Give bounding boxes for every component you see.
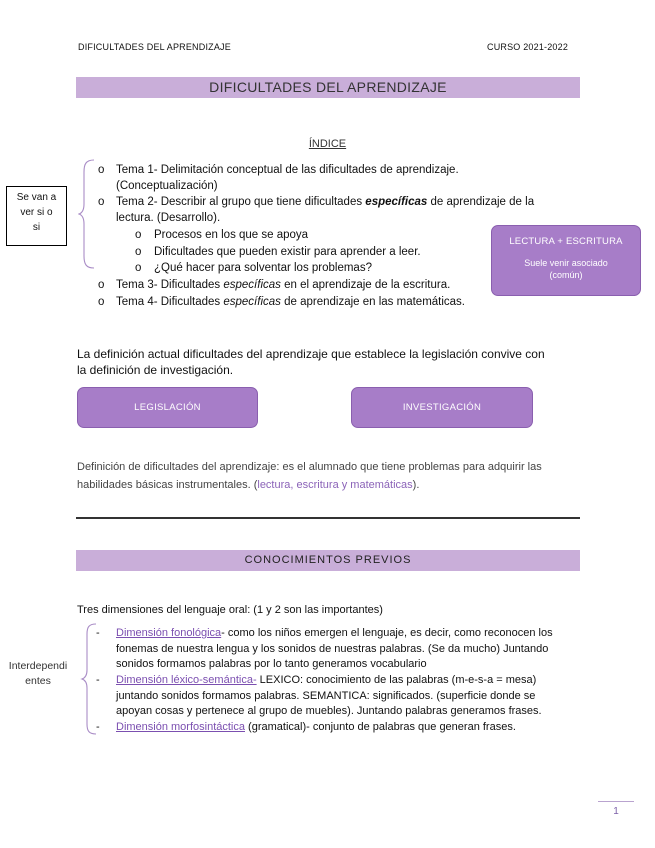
dimension-text: LEXICO: conocimiento de las palabras (m-e-s-a = mesa) — [256, 674, 537, 686]
callout-title: LECTURA + ESCRITURA — [509, 236, 623, 247]
tema-3-emph: específicas — [223, 279, 281, 291]
definicion-highlight: lectura, escritura y matemáticas — [257, 479, 413, 491]
side-note-box — [6, 186, 67, 246]
definicion-text-line — [77, 476, 597, 494]
dimension-line: fonemas de nuestra lengua y los sonidos de nuestras palabras. (Se da mucho) Juntando — [116, 642, 549, 655]
conocimientos-intro: Tres dimensiones del lenguaje oral: (1 y 2 son las importantes) — [77, 604, 383, 616]
page-number: 1 — [613, 806, 619, 817]
dimension-line: apoyan cosas y pertenece al grupo de muebles). Juntando palabras generamos frases. — [116, 705, 542, 717]
callout-line: (común) — [549, 270, 583, 280]
tema-2-line: lectura. (Desarrollo). — [116, 212, 221, 224]
bullet-o: o — [98, 196, 105, 208]
section-divider — [76, 517, 580, 519]
legislacion-button[interactable]: LEGISLACIÓN — [77, 387, 258, 428]
bullet-o: o — [135, 246, 142, 258]
definicion-paragraph — [77, 346, 597, 378]
tema-2-line — [116, 194, 596, 210]
indice-heading: ÍNDICE — [308, 138, 347, 150]
tema-1-line: Tema 1- Delimitación conceptual de las dificultades de aprendizaje. — [116, 164, 459, 176]
tema-3-text: en el aprendizaje de la escritura. — [280, 279, 451, 291]
interdependientes-label — [8, 659, 68, 689]
side-label-line: Interdependi — [8, 660, 68, 672]
dimension-fonologica-link[interactable]: Dimensión fonológica — [116, 627, 222, 639]
tema-4-emph: específicas — [223, 296, 281, 308]
side-label-line: entes — [25, 675, 51, 687]
dash-bullet: - — [96, 721, 100, 733]
header-right: CURSO 2021-2022 — [487, 42, 569, 52]
tema-3 — [116, 277, 450, 293]
bullet-o: o — [98, 279, 105, 291]
tema-4-text: de aprendizaje en las matemáticas. — [280, 296, 466, 308]
definicion-line: La definición actual dificultades del aprendizaje que establece la legislación convive con — [77, 347, 545, 361]
tema-2-text: de aprendizaje de la — [427, 196, 535, 208]
tema-2 — [116, 194, 596, 226]
tema-1 — [116, 162, 586, 194]
dimension-morfosintactica — [116, 720, 578, 736]
index-brace — [78, 158, 98, 270]
dimension-line — [116, 673, 578, 689]
tema-3-text: Tema 3- Dificultades — [116, 279, 224, 291]
definicion-text-line: Definición de dificultades del aprendizaje: es el alumnado que tiene problemas para adquirir las — [77, 461, 542, 473]
dimension-lexico — [116, 673, 578, 720]
dimension-line: sonidos formamos palabras por lo tanto generamos vocabulario — [116, 658, 427, 670]
investigacion-button[interactable]: INVESTIGACIÓN — [351, 387, 533, 428]
bullet-o: o — [135, 262, 142, 274]
dimension-line — [116, 626, 578, 642]
header-left: DIFICULTADES DEL APRENDIZAJE — [78, 42, 231, 52]
definicion-text-span: ). — [412, 479, 420, 491]
dimension-text: (gramatical)- conjunto de palabras que generan frases. — [245, 721, 516, 733]
tema-4-text: Tema 4- Dificultades — [116, 296, 224, 308]
dimension-morfosintactica-link[interactable]: Dimensión morfosintáctica — [116, 721, 245, 733]
callout-line: Suele venir asociado — [524, 258, 608, 268]
subitem: ¿Qué hacer para solventar los problemas? — [154, 262, 372, 274]
tema-1-line: (Conceptualización) — [116, 180, 218, 192]
subitem: Dificultades que pueden existir para aprender a leer. — [154, 246, 421, 258]
dash-bullet: - — [96, 674, 100, 686]
tema-2-text: Tema 2- Describir al grupo que tiene dificultades — [116, 196, 366, 208]
bullet-o: o — [135, 229, 142, 241]
dash-bullet: - — [96, 627, 100, 639]
dimension-lexico-link[interactable]: Dimensión léxico-semántica- — [116, 674, 257, 686]
definicion-text-span: habilidades básicas instrumentales. ( — [77, 479, 258, 491]
bullet-o: o — [98, 296, 105, 308]
page-title: DIFICULTADES DEL APRENDIZAJE — [76, 77, 580, 98]
lectura-escritura-callout — [491, 225, 641, 296]
dimension-text: - como los niños emergen el lenguaje, es decir, como reconocen los — [221, 627, 553, 639]
bullet-o: o — [98, 164, 105, 176]
side-note-line: si — [32, 222, 41, 233]
tema-2-emph: específicas — [365, 196, 428, 208]
side-note-line: ver si o — [20, 207, 53, 218]
conocimientos-heading: CONOCIMIENTOS PREVIOS — [76, 550, 580, 571]
dimension-line: juntando sonidos formamos palabras. SEMANTICA: significados. (superficie donde se — [116, 689, 536, 702]
subitem: Procesos en los que se apoya — [154, 229, 309, 241]
tema-4 — [116, 294, 465, 310]
dimension-fonologica — [116, 626, 578, 673]
page-number-rule — [598, 801, 634, 802]
definicion-text — [77, 458, 597, 494]
definicion-line: la definición de investigación. — [77, 363, 234, 377]
side-note-line: Se van a — [16, 192, 57, 203]
